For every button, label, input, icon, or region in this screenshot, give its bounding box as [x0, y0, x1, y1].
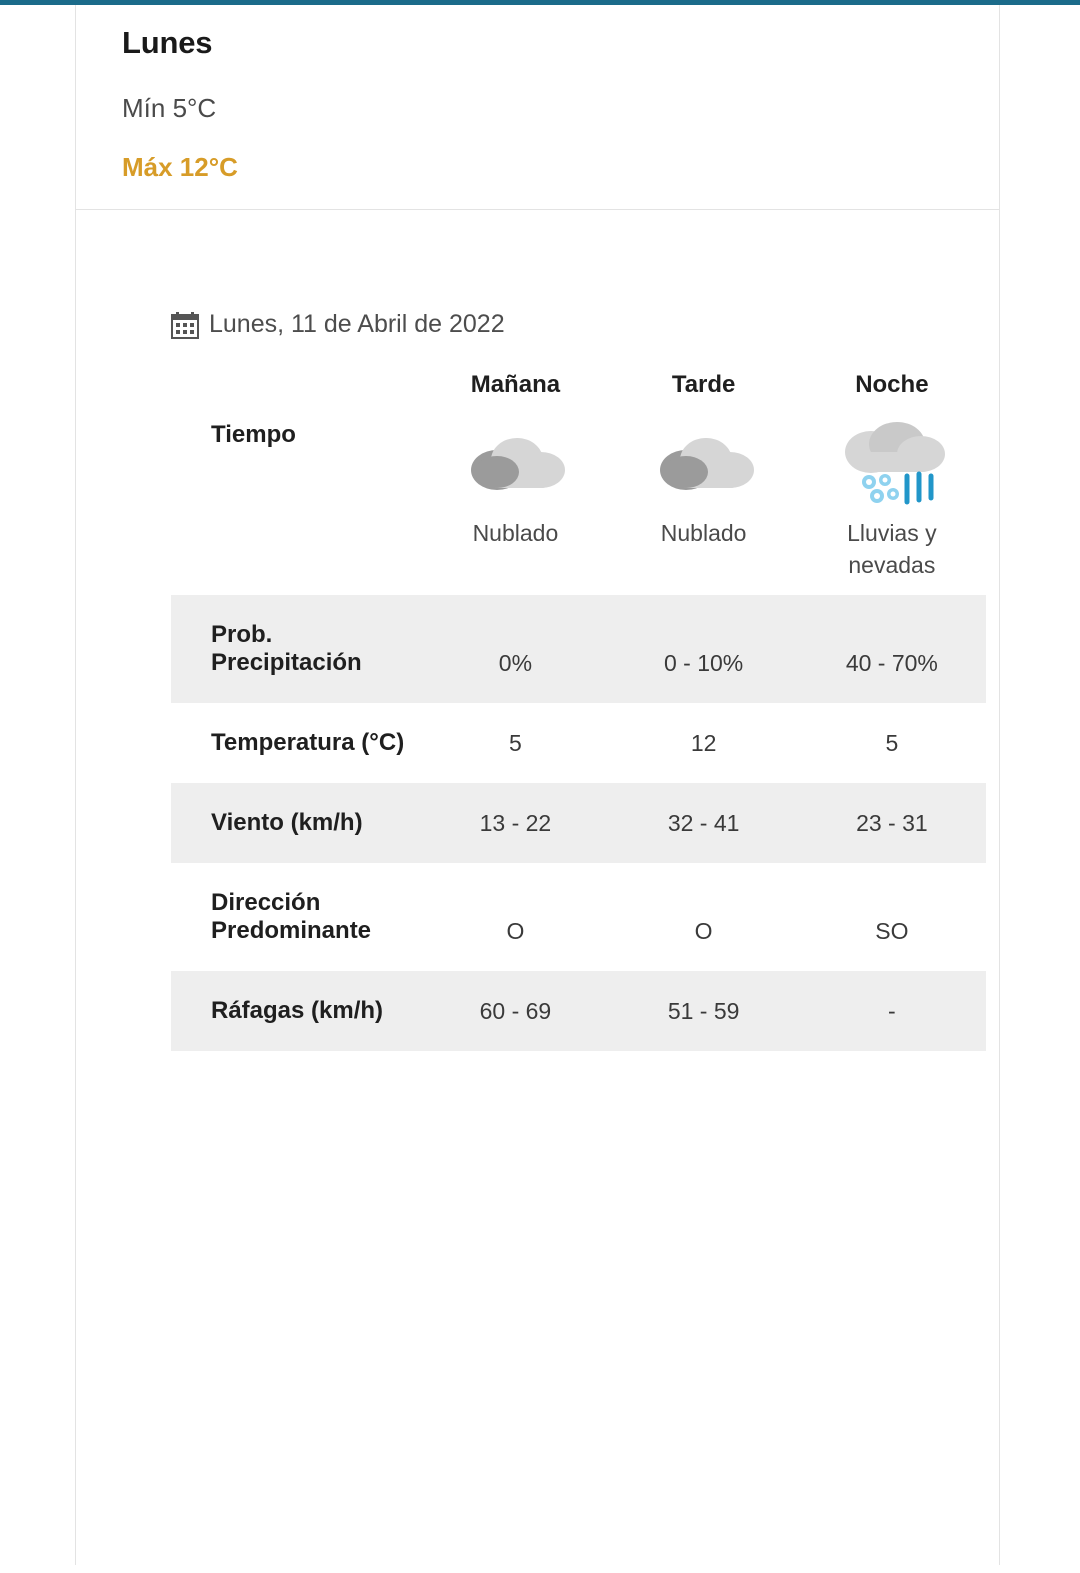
precipitation-afternoon: 0 - 10% [610, 595, 798, 703]
weather-row-label: Tiempo [211, 421, 296, 448]
rain-snow-icon [798, 421, 986, 511]
period-header-afternoon: Tarde [671, 371, 736, 398]
gusts-afternoon: 51 - 59 [610, 971, 798, 1051]
row-label-temperature: Temperatura (°C) [211, 729, 405, 757]
table-row [171, 863, 986, 971]
precipitation-morning: 0% [421, 595, 609, 703]
header-spacer [171, 365, 421, 421]
weather-label-morning: Nublado [472, 520, 559, 546]
weather-cell-morning [421, 421, 609, 595]
wind-morning: 13 - 22 [421, 783, 609, 863]
forecast-card [75, 5, 1000, 1565]
max-temperature: Máx 12°C [122, 152, 238, 182]
cloudy-icon [610, 421, 798, 511]
table-row [171, 783, 986, 863]
wind-afternoon: 32 - 41 [610, 783, 798, 863]
weather-cell-night [798, 421, 986, 595]
day-title: Lunes [122, 25, 213, 60]
row-label-gusts: Ráfagas (km/h) [171, 971, 421, 1051]
table-row [171, 595, 986, 703]
cloudy-icon [421, 421, 609, 511]
temperature-morning: 5 [509, 730, 522, 757]
forecast-table [171, 365, 986, 1051]
weather-label-night: Lluvias y nevadas [847, 520, 937, 579]
row-label-wind-direction: Dirección Predominante [211, 889, 372, 945]
gusts-morning: 60 - 69 [421, 971, 609, 1051]
weather-label-afternoon: Nublado [660, 520, 747, 546]
weather-row [171, 421, 986, 595]
row-label-wind: Viento (km/h) [171, 783, 421, 863]
period-header-morning: Mañana [470, 371, 561, 398]
day-detail [76, 210, 999, 1071]
wind-direction-afternoon: O [694, 918, 713, 945]
period-header-row [171, 365, 986, 421]
row-label-precipitation: Prob. Precipitación [171, 595, 421, 703]
calendar-icon [171, 311, 199, 339]
table-row [171, 703, 986, 783]
wind-night: 23 - 31 [798, 783, 986, 863]
min-temperature: Mín 5°C [122, 93, 217, 123]
temperature-night: 5 [885, 730, 899, 757]
weather-cell-afternoon [610, 421, 798, 595]
gusts-night: - [798, 971, 986, 1051]
wind-direction-night: SO [875, 918, 909, 945]
precipitation-night: 40 - 70% [798, 595, 986, 703]
temperature-afternoon: 12 [690, 730, 717, 757]
day-summary [76, 5, 999, 210]
table-row [171, 971, 986, 1051]
period-header-night: Noche [855, 371, 929, 398]
date-text: Lunes, 11 de Abril de 2022 [209, 310, 505, 338]
wind-direction-morning: O [506, 918, 525, 945]
date-row [76, 210, 999, 339]
